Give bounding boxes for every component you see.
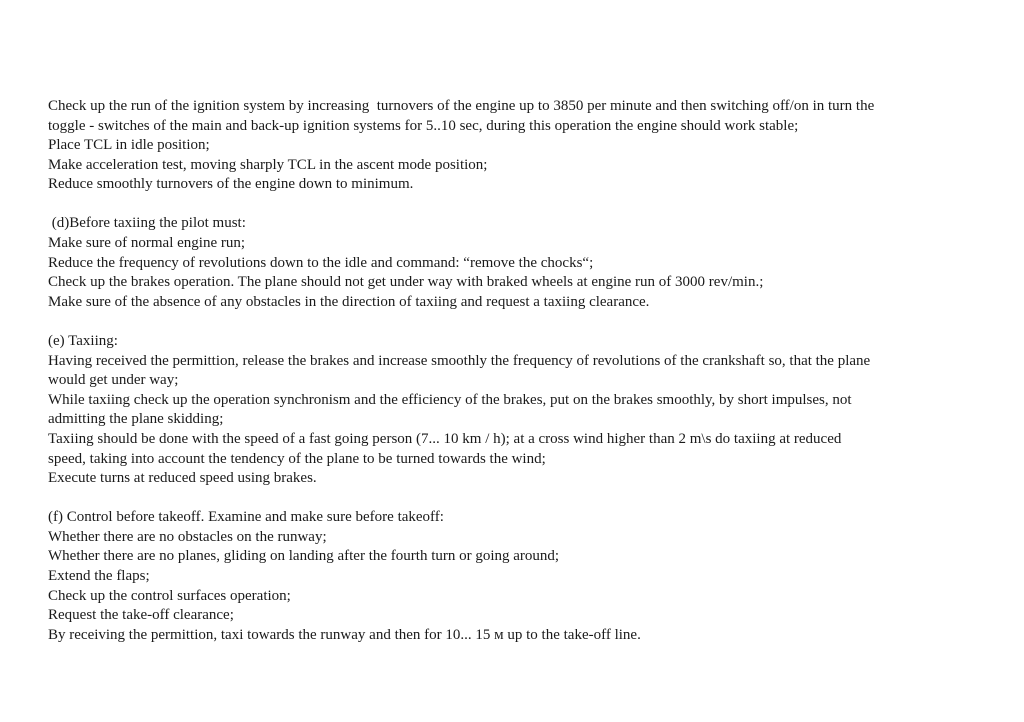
section-heading: (f) Control before takeoff. Examine and make sure before takeoff: [48, 509, 444, 526]
text-line: would get under way; [48, 372, 179, 389]
text-line: Check up the brakes operation. The plane should not get under way with braked wheels at engine run of 3000 rev/min.; [48, 274, 764, 291]
text-line: Taxiing should be done with the speed of a fast going person (7... 10 km / h); at a cross wind higher than 2 m\s do taxiing at reduced [48, 430, 842, 447]
text-line: Place TCL in idle position; [48, 137, 210, 154]
text-line: admitting the plane skidding; [48, 411, 224, 428]
text-line: Extend the flaps; [48, 567, 150, 584]
text-line: Reduce smoothly turnovers of the engine down to minimum. [48, 176, 414, 193]
text-line: Reduce the frequency of revolutions down to the idle and command: “remove the chocks“; [48, 254, 594, 271]
section-before-taxiing [48, 214, 1008, 312]
section-taxiing [48, 332, 1008, 489]
text-line: Having received the permittion, release the brakes and increase smoothly the frequency of revolutions of the crankshaft so, that the plane [48, 352, 871, 369]
text-line: Execute turns at reduced speed using brakes. [48, 470, 317, 487]
text-line: By receiving the permittion, taxi towards the runway and then for 10... 15 м up to the take-off line. [48, 626, 641, 643]
text-line: While taxiing check up the operation synchronism and the efficiency of the brakes, put on the brakes smoothly, by short impulses, not [48, 391, 852, 408]
text-line: Make sure of the absence of any obstacles in the direction of taxiing and request a taxiing clearance. [48, 293, 650, 310]
section-engine-run-check [48, 97, 1008, 195]
text-line: Check up the control surfaces operation; [48, 587, 291, 604]
text-line: speed, taking into account the tendency of the plane to be turned towards the wind; [48, 450, 546, 467]
text-line: Whether there are no obstacles on the runway; [48, 528, 327, 545]
text-line: Whether there are no planes, gliding on landing after the fourth turn or going around; [48, 548, 560, 565]
document-page [48, 97, 1008, 665]
text-line: Request the take-off clearance; [48, 607, 234, 624]
text-line: Check up the run of the ignition system by increasing turnovers of the engine up to 3850 per minute and then switching off/on in turn the [48, 98, 875, 114]
text-line: Make acceleration test, moving sharply TCL in the ascent mode position; [48, 156, 488, 173]
section-heading: (e) Taxiing: [48, 332, 118, 349]
text-line: Make sure of normal engine run; [48, 235, 246, 252]
section-control-before-takeoff [48, 508, 1008, 645]
section-heading: (d)Before taxiing the pilot must: [48, 215, 246, 232]
text-line: toggle - switches of the main and back-up ignition systems for 5..10 sec, during this operation the engine should work stable; [48, 117, 799, 134]
